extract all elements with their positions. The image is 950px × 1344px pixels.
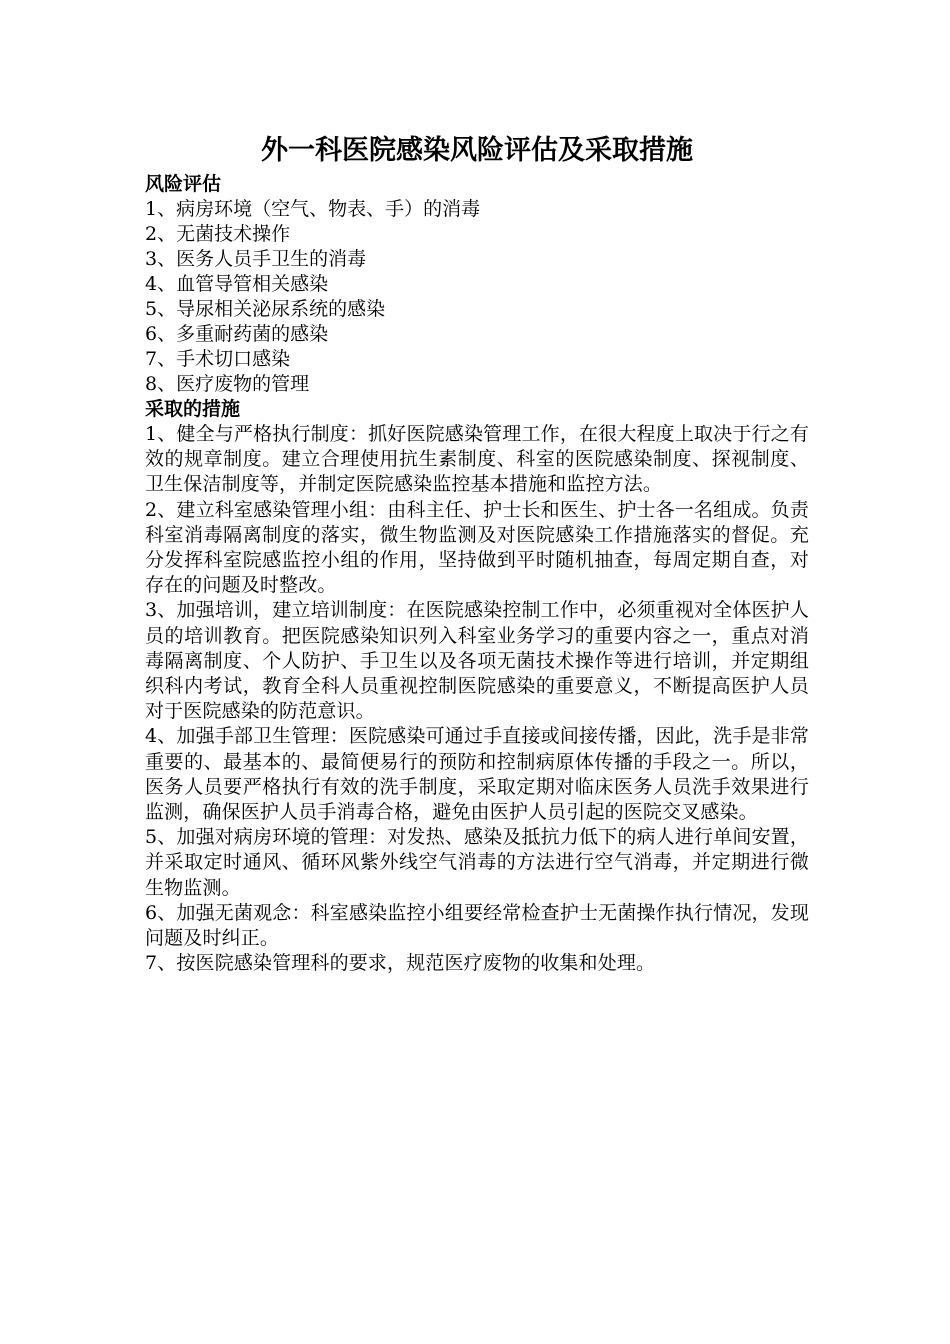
measure-item: 3、加强培训，建立培训制度：在医院感染控制工作中，必须重视对全体医护人员的培训教育。把医院感染知识列入科室业务学习的重要内容之一，重点对消毒隔离制度、个人防护、手卫生以及各项无菌技术操作等进行培训，并定期组织科内考试，教育全科人员重视控制医院感染的重要意义，不断提高医护人员对于医院感染的防范意识。 <box>145 599 809 723</box>
risk-assessment-section <box>145 172 809 397</box>
risk-item: 5、导尿相关泌尿系统的感染 <box>145 298 386 320</box>
measure-item: 1、健全与严格执行制度：抓好医院感染管理工作，在很大程度上取决于行之有效的规章制度。建立合理使用抗生素制度、科室的医院感染制度、探视制度、卫生保洁制度等，并制定医院感染监控基本措施和监控方法。 <box>145 423 809 496</box>
risk-item: 7、手术切口感染 <box>145 348 291 370</box>
risk-item: 4、血管导管相关感染 <box>145 273 329 295</box>
measure-item: 7、按医院感染管理科的要求，规范医疗废物的收集和处理。 <box>145 952 656 975</box>
risk-assessment-heading: 风险评估 <box>145 173 222 195</box>
risk-assessment-list <box>145 197 809 397</box>
measure-item: 4、加强手部卫生管理：医院感染可通过手直接或间接传播，因此，洗手是非常重要的、最基本的、最简便易行的预防和控制病原体传播的手段之一。所以，医务人员要严格执行有效的洗手制度，采取定期对临床医务人员洗手效果进行监测，确保医护人员手消毒合格，避免由医护人员引起的医院交叉感染。 <box>145 725 809 824</box>
measure-item: 5、加强对病房环境的管理：对发热、感染及抵抗力低下的病人进行单间安置，并采取定时通风、循环风紫外线空气消毒的方法进行空气消毒，并定期进行微生物监测。 <box>145 826 809 899</box>
risk-item: 6、多重耐药菌的感染 <box>145 323 329 345</box>
risk-item: 3、医务人员手卫生的消毒 <box>145 248 367 270</box>
measure-item: 6、加强无菌观念：科室感染监控小组要经常检查护士无菌操作执行情况，发现问题及时纠正。 <box>145 901 809 950</box>
measures-list <box>145 422 809 976</box>
measures-heading: 采取的措施 <box>145 398 241 420</box>
document-title: 外一科医院感染风险评估及采取措施 <box>261 135 693 166</box>
measures-section <box>145 397 809 976</box>
risk-item: 2、无菌技术操作 <box>145 223 291 245</box>
measure-item: 2、建立科室感染管理小组：由科主任、护士长和医生、护士各一名组成。负责科室消毒隔离制度的落实，微生物监测及对医院感染工作措施落实的督促。充分发挥科室院感监控小组的作用，坚持做到平时随机抽查，每周定期自查，对存在的问题及时整改。 <box>145 498 809 597</box>
risk-item: 8、医疗废物的管理 <box>145 373 310 395</box>
risk-item: 1、病房环境（空气、物表、手）的消毒 <box>145 198 481 220</box>
document-body <box>145 132 809 976</box>
